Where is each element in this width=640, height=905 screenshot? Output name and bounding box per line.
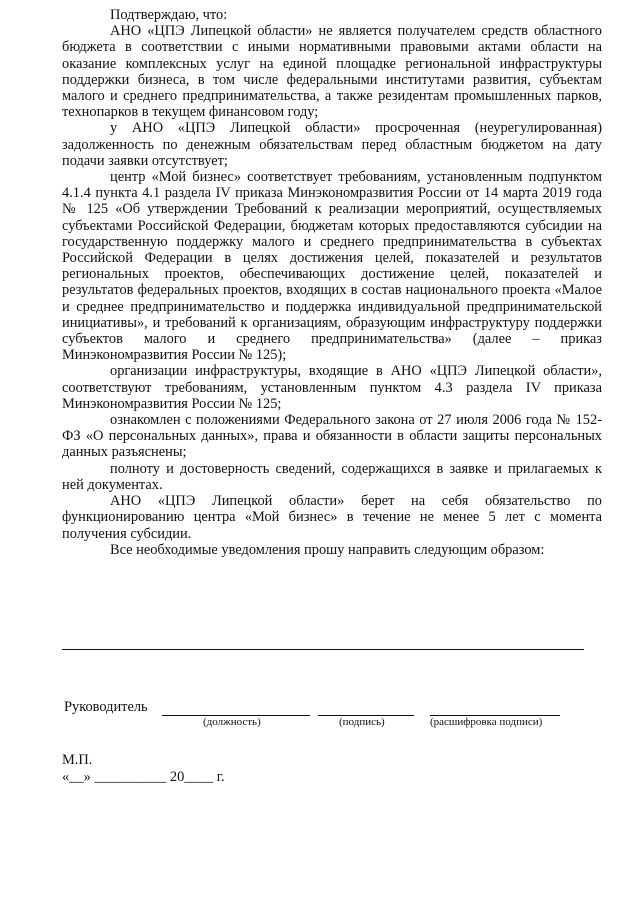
paragraph-5: ознакомлен с положениями Федерального закона от 27 июля 2006 года № 152-ФЗ «О персональных данных», права и обязанности в области защиты персональных данных разъяснены; bbox=[62, 412, 602, 461]
intro-line: Подтверждаю, что: bbox=[110, 7, 228, 23]
paragraph-1: АНО «ЦПЭ Липецкой области» не является получателем средств областного бюджета в соответствии с иными нормативными правовыми актами области на оказание комплексных услуг на единой площадке региональной инфраструктуры поддержки бизнеса, в том числе федеральными институтами развития, субъектам малого и среднего предпринимательства, а также резидентам промышленных парков, технопарков в текущем финансовом году; bbox=[62, 23, 602, 121]
paragraph-3: центр «Мой бизнес» соответствует требованиям, установленным подпунктом 4.1.4 пункта 4.1 раздела IV приказа Минэкономразвития России от 14 марта 2019 года № 125 «Об утверждении Требований к реализации мероприятий, осуществляемых субъектами Российской Федерации, бюджетам которых предоставляются субсидии на государственную поддержку малого и среднего предпринимательства в субъектах Российской Федерации в целях достижения целей, показателей и результатов региональных проектов, обеспечивающих достижение целей, показателей и результатов федеральных проектов, входящих в состав национального проекта «Малое и среднее предпринимательство и поддержка индивидуальной предпринимательской инициативы», и требований к организациям, образующим инфраструктуру поддержки субъектов малого и среднего предпринимательства» (далее – приказ Минэкономразвития России № 125); bbox=[62, 169, 602, 364]
paragraph-8: Все необходимые уведомления прошу направить следующим образом: bbox=[110, 541, 545, 558]
stamp-place: М.П. bbox=[62, 752, 93, 768]
caption-signature: (подпись) bbox=[339, 716, 385, 728]
paragraph-2: у АНО «ЦПЭ Липецкой области» просроченная (неурегулированная) задолженность по денежным обязательствам перед областным бюджетом на дату подачи заявки отсутствует; bbox=[62, 120, 602, 169]
date-line: «__» __________ 20____ г. bbox=[62, 769, 225, 785]
paragraph-6: полноту и достоверность сведений, содержащихся в заявке и прилагаемых к ней документах. bbox=[62, 460, 602, 493]
signature-label: Руководитель bbox=[64, 699, 148, 715]
caption-position: (должность) bbox=[203, 716, 261, 728]
notification-fill-line bbox=[62, 649, 584, 650]
caption-decoding: (расшифровка подписи) bbox=[430, 716, 543, 728]
document-body bbox=[62, 7, 602, 558]
paragraph-4: организации инфраструктуры, входящие в АНО «ЦПЭ Липецкой области», соответствуют требованиям, установленным пунктом 4.3 раздела IV приказа Минэкономразвития России № 125; bbox=[62, 363, 602, 412]
paragraph-7: АНО «ЦПЭ Липецкой области» берет на себя обязательство по функционированию центра «Мой бизнес» в течение не менее 5 лет с момента получения субсидии. bbox=[62, 493, 602, 542]
